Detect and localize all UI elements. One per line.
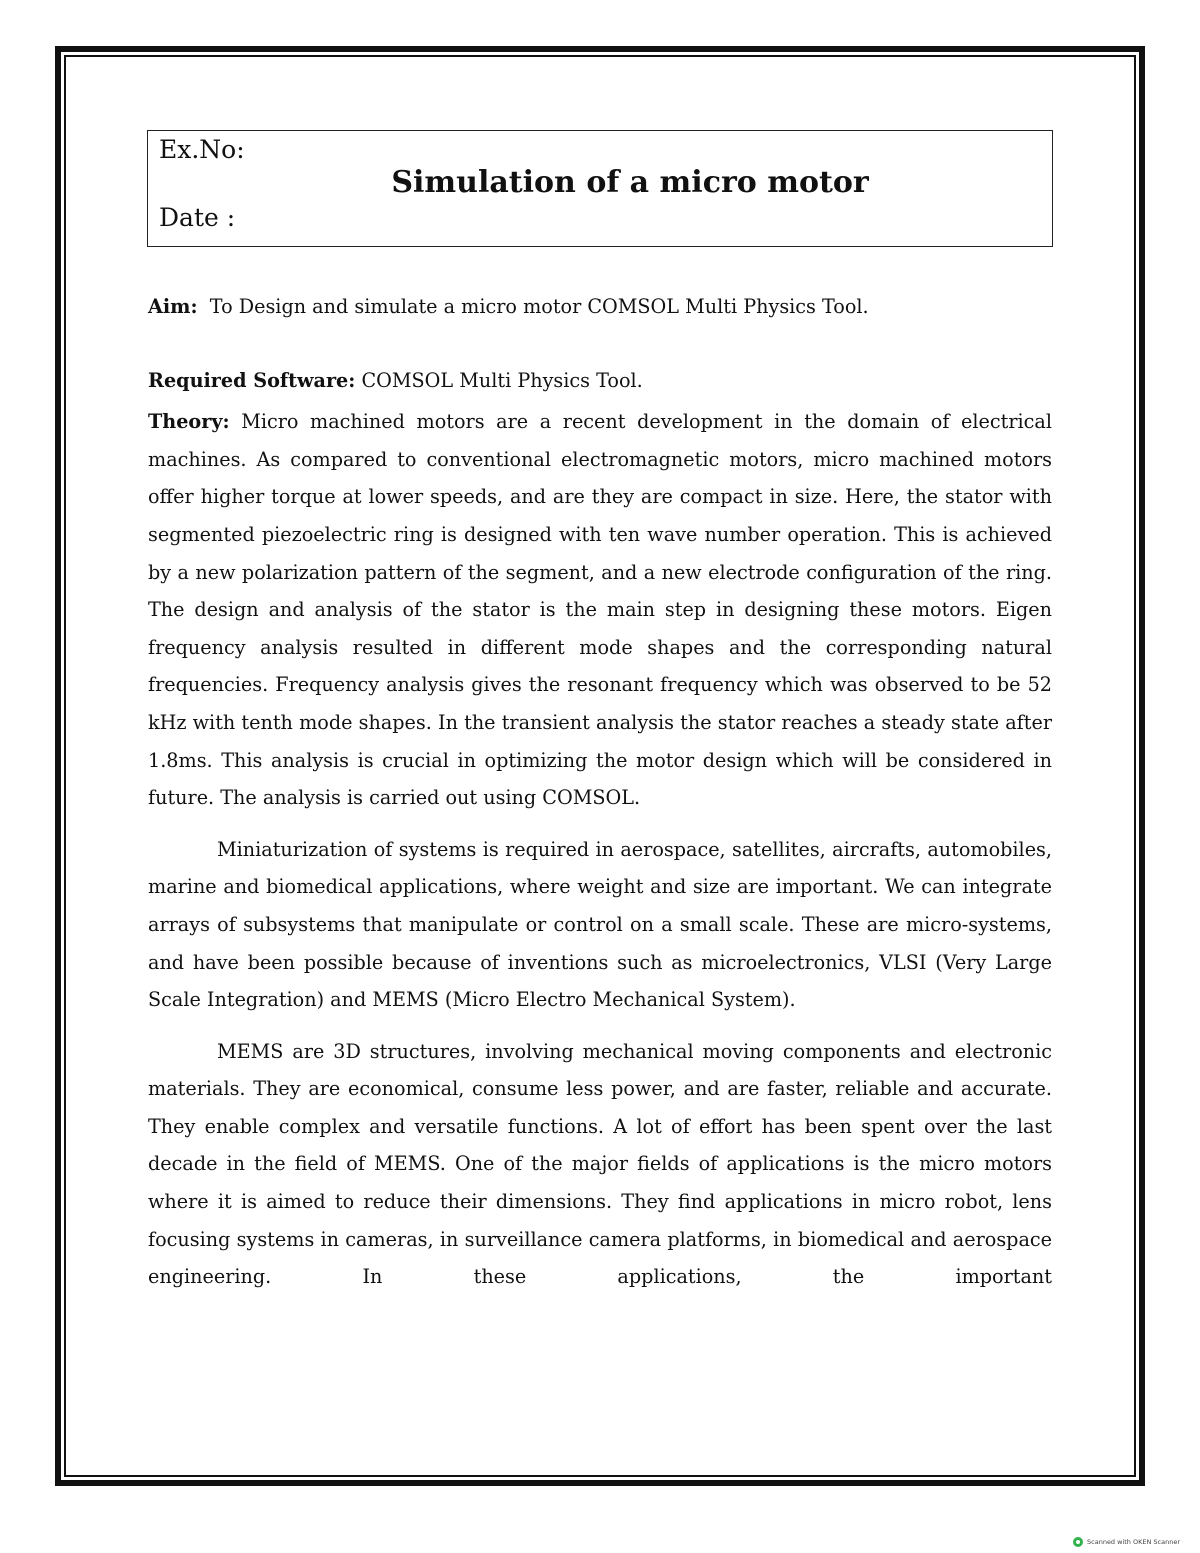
aim-text: To Design and simulate a micro motor COMSOL Multi Physics Tool. bbox=[209, 295, 869, 318]
exno-label: Ex.No: bbox=[159, 135, 245, 164]
experiment-header-box bbox=[147, 130, 1053, 247]
aim-label: Aim: bbox=[148, 295, 198, 318]
paragraph-mems: MEMS are 3D structures, involving mechanical moving components and electronic materials. They are economical, consume less power, and are faster, reliable and accurate. They enable complex and versatile functions. A lot of effort has been spent over the last decade in the field of MEMS. One of the major fields of applications is the micro motors where it is aimed to reduce their dimensions. They find applications in micro robot, lens focusing systems in cameras, in surveillance camera platforms, in biomedical and aerospace engineering. In these applications, the important bbox=[148, 1039, 1052, 1289]
required-software-section bbox=[148, 362, 1052, 400]
required-software-label: Required Software: bbox=[148, 368, 356, 392]
document-body bbox=[148, 288, 1052, 1310]
aim-section bbox=[148, 288, 1052, 326]
date-label: Date : bbox=[159, 203, 236, 232]
theory-text: Micro machined motors are a recent development in the domain of electrical machines. As compared to conventional electromagnetic motors, micro machined motors offer higher torque at lower speeds, and are they are compact in size. Here, the stator with segmented piezoelectric ring is designed with ten wave number operation. This is achieved by a new polarization pattern of the segment, and a new electrode configuration of the ring. The design and analysis of the stator is the main step in designing these motors. Eigen frequency analysis resulted in different mode shapes and the corresponding natural frequencies. Frequency analysis gives the resonant frequency which was observed to be 52 kHz with tenth mode shapes. In the transient analysis the stator reaches a steady state after 1.8ms. This analysis is crucial in optimizing the motor design which will be considered in future. The analysis is carried out using COMSOL. bbox=[148, 410, 1052, 810]
required-software-text: COMSOL Multi Physics Tool. bbox=[361, 368, 643, 392]
scanner-watermark bbox=[1073, 1537, 1180, 1547]
paragraph-miniaturization: Miniaturization of systems is required in aerospace, satellites, aircrafts, automobiles, marine and biomedical applications, where weight and size are important. We can integrate arrays of subsystems that manipulate or control on a small scale. These are micro-systems, and have been possible because of inventions such as microelectronics, VLSI (Very Large Scale Integration) and MEMS (Micro Electro Mechanical System). bbox=[148, 837, 1052, 1012]
page-title: Simulation of a micro motor bbox=[391, 165, 869, 200]
theory-label: Theory: bbox=[148, 410, 230, 434]
scanner-logo-icon bbox=[1073, 1537, 1083, 1547]
scanner-text: Scanned with OKEN Scanner bbox=[1087, 1538, 1180, 1546]
theory-section bbox=[148, 403, 1052, 817]
